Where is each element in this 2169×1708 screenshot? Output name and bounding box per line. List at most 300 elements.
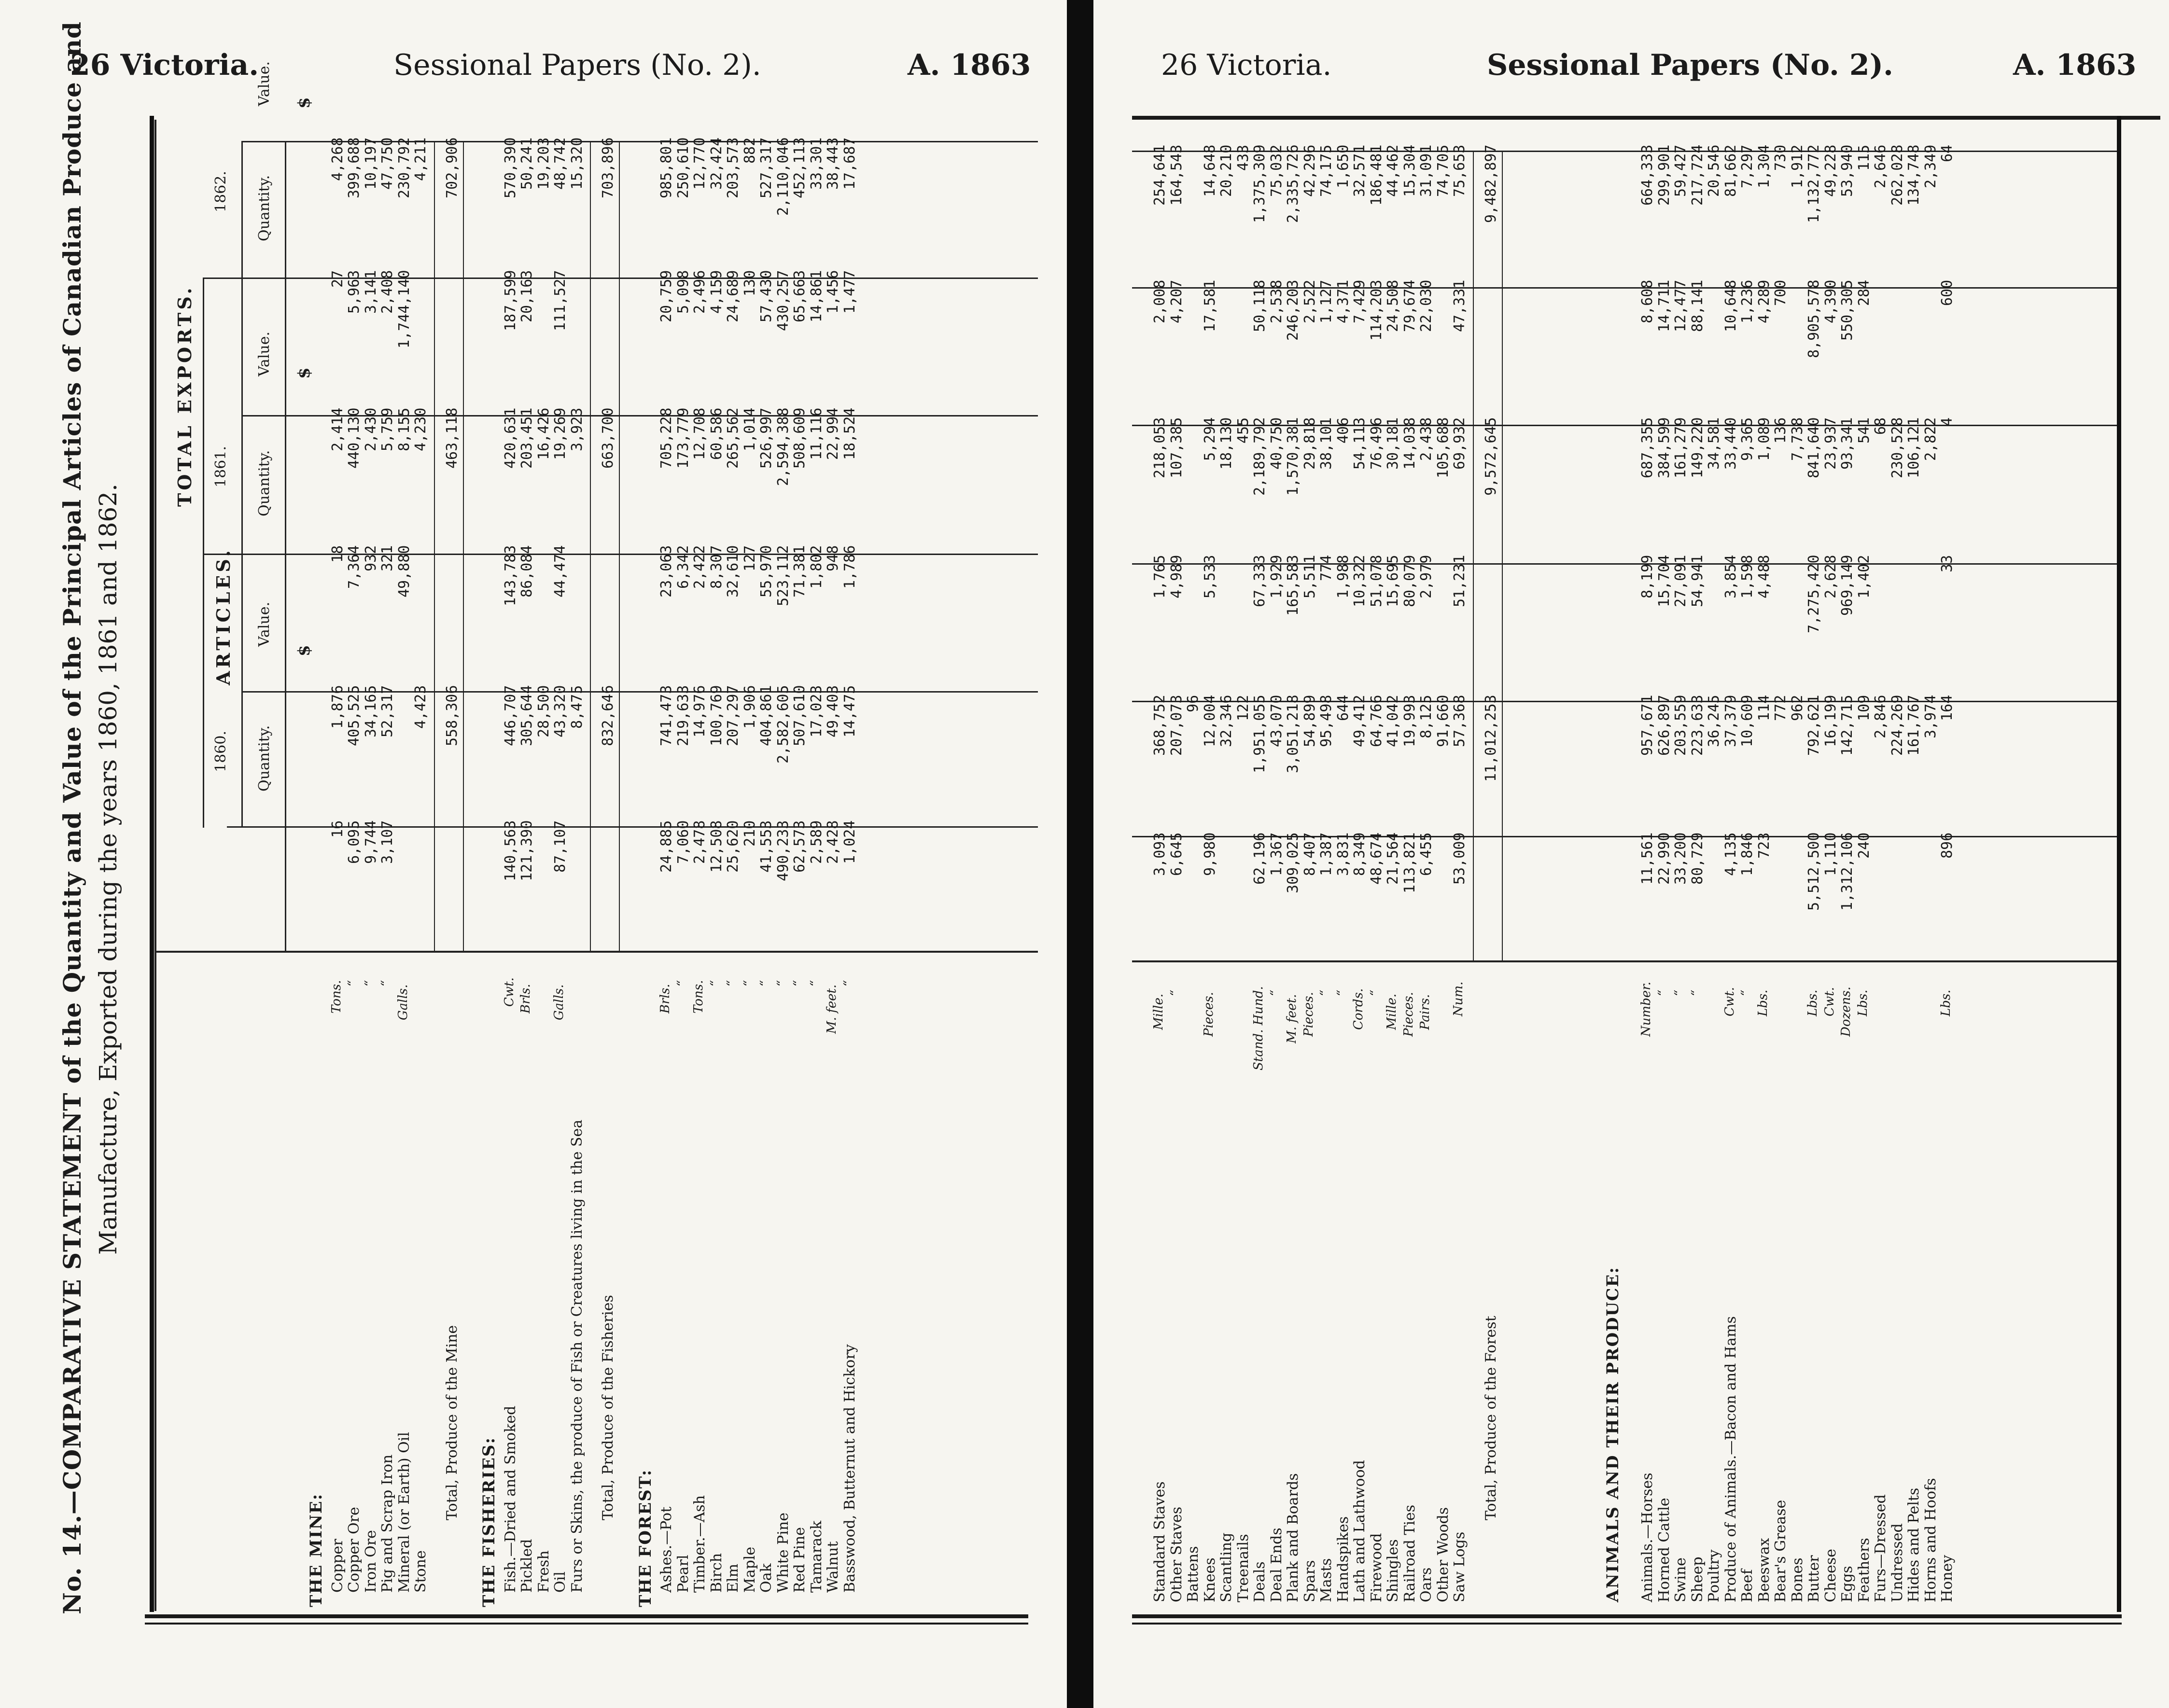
cell-v1860: 223,633 (1689, 694, 1706, 756)
cell-q1862: 246,203 (1285, 279, 1301, 341)
cell-q1862: 284 (1855, 279, 1873, 306)
cell-v1862: 2,349 (1922, 144, 1939, 188)
cell-v1862: 75,032 (1268, 144, 1285, 197)
cell-q1861: 23,063 (658, 545, 675, 597)
article-unit: “ (741, 980, 756, 986)
article-unit: Brls. (658, 984, 672, 1014)
cell-v1861: 9,365 (1739, 417, 1756, 461)
article-unit: “ (346, 980, 360, 986)
cell-v1862: 50,241 (518, 137, 535, 190)
article-unit: Pairs. (1418, 994, 1432, 1030)
page-gutter (1067, 0, 1093, 1708)
cell-v1862: 38,443 (825, 137, 841, 190)
cell-v1861: 29,818 (1301, 417, 1318, 470)
left-header-papers: Sessional Papers (No. 2). (393, 48, 761, 82)
article-unit: “ (774, 980, 789, 986)
cell-v1862: 59,427 (1672, 144, 1689, 197)
cell-v1860: 207,073 (1168, 694, 1185, 756)
article-name: Pearl (674, 1555, 692, 1593)
cell-q1861: 969,149 (1839, 555, 1856, 616)
cell-q1860: 9,980 (1201, 832, 1218, 876)
cell-q1862: 130 (741, 270, 758, 296)
article-unit: Pieces. (1401, 992, 1416, 1037)
cell-v1860: 54,899 (1301, 694, 1318, 747)
left-grid-1861-edge (203, 554, 1038, 555)
cell-v1861: 40,750 (1268, 417, 1285, 470)
cell-v1861: 23,937 (1822, 417, 1839, 470)
cell-v1861: 2,438 (1418, 417, 1435, 461)
cell-v1862: 14,648 (1201, 144, 1218, 197)
cell-q1862: 430,257 (774, 270, 792, 331)
article-unit: “ (1739, 989, 1753, 996)
article-unit: Dozens. (1839, 986, 1853, 1037)
cell-v1861: 161,279 (1672, 417, 1689, 478)
article-unit: Stand. Hund. (1251, 986, 1266, 1070)
cell-v1860: 17,023 (808, 685, 825, 737)
article-name: Treenails (1234, 1534, 1252, 1602)
article-name: Iron Ore (362, 1530, 379, 1593)
cell-v1860: 10,609 (1739, 694, 1756, 747)
cell-q1861: 3,854 (1722, 555, 1739, 598)
forest-total-v1861: 9,572,645 (1482, 417, 1499, 496)
cell-q1861: 1,988 (1334, 555, 1352, 598)
cell-q1861: 948 (825, 545, 841, 571)
cell-v1862: 570,390 (502, 137, 519, 198)
cell-q1860: 309,025 (1285, 832, 1301, 893)
article-unit: Cwt. (502, 977, 517, 1007)
cell-q1861: 86,084 (518, 545, 535, 597)
cell-q1860: 62,196 (1251, 832, 1268, 885)
article-name: Butter (1805, 1555, 1822, 1602)
article-name: Horned Cattle (1655, 1498, 1673, 1602)
cell-q1860: 490,233 (774, 820, 792, 881)
cell-q1860: 6,645 (1168, 832, 1185, 876)
cell-v1862: 2,335,726 (1285, 144, 1301, 223)
cell-v1862: 1,304 (1755, 144, 1773, 188)
cell-q1862: 7,429 (1351, 279, 1368, 323)
cell-v1860: 224,269 (1889, 694, 1906, 756)
left-header-year: A. 1863 (908, 48, 1031, 82)
section-heading-2: THE FOREST: (635, 1469, 655, 1607)
cell-v1860: 96 (1185, 694, 1202, 712)
cell-q1862: 88,141 (1689, 279, 1706, 332)
cell-v1862: 399,688 (346, 137, 363, 198)
article-unit: “ (1368, 989, 1383, 996)
article-name: Bones (1789, 1557, 1806, 1602)
cell-v1862: 115 (1855, 144, 1873, 171)
cell-q1862: 5,098 (674, 270, 692, 314)
article-name: Animals.—Horses (1639, 1472, 1656, 1602)
cell-v1861: 5,294 (1201, 417, 1218, 461)
cell-q1862: 20,759 (658, 270, 675, 322)
cell-v1862: 32,571 (1351, 144, 1368, 197)
cell-q1861: 8,199 (1639, 555, 1656, 598)
article-name: Basswood, Butternut and Hickory (841, 1344, 858, 1593)
cell-v1862: 134,748 (1905, 144, 1922, 206)
article-name: Swine (1672, 1557, 1689, 1602)
right-grid-articles-edge (1132, 960, 2117, 962)
article-unit: M. feet. (825, 984, 839, 1034)
cell-v1861: 230,528 (1889, 417, 1906, 478)
dollar-v1860: $ (294, 645, 314, 656)
cell-v1860: 36,245 (1706, 694, 1722, 747)
cell-v1860: 100,769 (708, 685, 725, 746)
cell-v1860: 114 (1755, 694, 1773, 721)
right-header-session: 26 Victoria. (1161, 48, 1332, 82)
cell-q1862: 1,127 (1318, 279, 1335, 323)
cell-v1861: 455 (1234, 417, 1252, 444)
cell-q1861: 321 (379, 545, 396, 571)
article-name: Poultry (1706, 1549, 1722, 1602)
cell-v1862: 20,546 (1706, 144, 1722, 197)
article-unit: Lbs. (1755, 989, 1770, 1016)
cell-q1862: 2,408 (379, 270, 396, 314)
cell-q1861: 5,533 (1201, 555, 1218, 598)
article-unit: Cords. (1351, 988, 1366, 1030)
cell-q1860: 87,107 (552, 820, 569, 873)
article-name: Lath and Lathwood (1351, 1460, 1368, 1602)
cell-v1862: 203,573 (725, 137, 742, 198)
cell-v1860: 2,582,605 (774, 685, 792, 764)
article-name: Deals (1251, 1561, 1268, 1602)
cell-v1860: 164 (1939, 694, 1956, 721)
cell-q1862: 14,711 (1655, 279, 1673, 332)
cell-q1861: 143,783 (502, 545, 519, 606)
left-grid-top (154, 120, 156, 1611)
cell-v1862: 985,801 (658, 137, 675, 198)
cell-v1862: 10,197 (362, 137, 379, 190)
cell-q1862: 1,456 (825, 270, 841, 314)
cell-q1862: 8,905,578 (1805, 279, 1822, 358)
cell-q1862: 24,689 (725, 270, 742, 322)
cell-v1860: 57,368 (1451, 694, 1468, 747)
cell-q1860: 121,390 (518, 820, 535, 881)
cell-v1861: 203,451 (518, 407, 535, 469)
articles-heading: ARTICLES. (212, 547, 234, 685)
cell-q1862: 700 (1772, 279, 1789, 306)
article-unit: “ (1334, 989, 1349, 996)
article-name: Undressed (1889, 1523, 1906, 1602)
cell-q1860: 4,135 (1722, 832, 1739, 876)
cell-q1860: 3,831 (1334, 832, 1352, 876)
cell-v1861: 526,997 (758, 407, 775, 469)
cell-v1862: 2,646 (1872, 144, 1889, 188)
article-name: Deal Ends (1268, 1527, 1285, 1602)
cell-v1860: 3,974 (1922, 694, 1939, 738)
article-name: Other Woods (1434, 1507, 1452, 1602)
cell-q1860: 33,200 (1672, 832, 1689, 885)
cell-v1860: 49,412 (1351, 694, 1368, 747)
total-v1860: 832,646 (600, 685, 616, 746)
cell-q1861: 27,091 (1672, 555, 1689, 607)
article-name: Battens (1185, 1546, 1202, 1602)
left-table-body (0, 0, 1067, 1708)
article-name: Scantling (1218, 1532, 1235, 1602)
article-name: Pig and Scrap Iron (379, 1454, 396, 1593)
article-unit: “ (841, 980, 856, 986)
cell-v1862: 1,912 (1789, 144, 1806, 188)
cell-q1861: 67,333 (1251, 555, 1268, 607)
cell-v1860: 741,473 (658, 685, 675, 746)
cell-q1862: 24,508 (1385, 279, 1401, 332)
cell-q1860: 2,478 (691, 820, 708, 864)
cell-v1861: 173,779 (674, 407, 692, 469)
dollar-v1861: $ (294, 367, 314, 379)
forest-total-v1860: 11,012,253 (1482, 694, 1499, 782)
cell-q1861: 10,322 (1351, 555, 1368, 607)
cell-v1861: 34,581 (1706, 417, 1722, 470)
cell-v1862: 433 (1234, 144, 1252, 171)
cell-v1860: 405,525 (346, 685, 363, 746)
article-unit: “ (674, 980, 689, 986)
article-unit: Cwt. (1722, 987, 1737, 1016)
cell-v1862: 2,110,046 (774, 137, 792, 216)
cell-q1862: 57,430 (758, 270, 775, 322)
cell-v1860: 37,379 (1722, 694, 1739, 747)
cell-q1860: 3,107 (379, 820, 396, 864)
cell-v1861: 76,496 (1368, 417, 1385, 470)
cell-v1862: 81,662 (1722, 144, 1739, 197)
cell-v1861: 93,341 (1839, 417, 1856, 470)
article-unit: Galls. (395, 984, 410, 1020)
cell-v1861: 2,414 (329, 407, 346, 451)
cell-q1862: 2,008 (1151, 279, 1168, 323)
total-v1862: 702,906 (443, 137, 461, 198)
article-name: Standard Staves (1151, 1481, 1168, 1602)
cell-v1861: 2,430 (362, 407, 379, 451)
cell-v1862: 15,304 (1401, 144, 1418, 197)
cell-v1861: 22,994 (825, 407, 841, 460)
article-name: Mineral (or Earth) Oil (395, 1432, 413, 1593)
cell-v1860: 4,423 (412, 685, 429, 729)
article-unit: “ (1268, 989, 1283, 996)
cell-v1861: 384,599 (1655, 417, 1673, 478)
cell-q1862: 4,159 (708, 270, 725, 314)
cell-v1860: 41,042 (1385, 694, 1401, 747)
cell-v1862: 32,424 (708, 137, 725, 190)
left-header-session: 26 Victoria. (70, 48, 259, 82)
cell-q1861: 51,231 (1451, 555, 1468, 607)
cell-q1860: 6,455 (1418, 832, 1435, 876)
article-name: Masts (1318, 1558, 1335, 1602)
cell-q1861: 8,307 (708, 545, 725, 589)
cell-q1860: 16 (329, 820, 346, 838)
article-name: White Pine (774, 1513, 792, 1593)
year-1862: 1862. (212, 171, 229, 212)
cell-v1862: 164,543 (1168, 144, 1185, 206)
cell-q1862: 79,674 (1401, 279, 1418, 332)
article-unit: “ (1318, 989, 1332, 996)
article-name: Oil (552, 1571, 569, 1593)
article-unit: “ (362, 980, 377, 986)
year-1861: 1861. (212, 446, 229, 487)
cell-q1862: 14,861 (808, 270, 825, 322)
cell-v1862: 74,175 (1318, 144, 1335, 197)
cell-q1862: 111,527 (552, 270, 569, 331)
cell-v1860: 28,500 (535, 685, 552, 737)
cell-v1861: 38,101 (1318, 417, 1335, 470)
cell-q1861: 523,112 (774, 545, 792, 606)
cell-q1861: 5,511 (1301, 555, 1318, 598)
article-unit: Lbs. (1939, 989, 1953, 1016)
cell-v1862: 730 (1772, 144, 1789, 171)
cell-q1860: 240 (1855, 832, 1873, 859)
article-name: Sheep (1689, 1556, 1706, 1602)
cell-q1861: 2,422 (691, 545, 708, 589)
cell-v1860: 507,610 (791, 685, 808, 746)
cell-q1860: 22,990 (1655, 832, 1673, 885)
cell-q1860: 12,508 (708, 820, 725, 873)
cell-q1860: 48,674 (1368, 832, 1385, 885)
forest-total-rule-a (1473, 151, 1474, 961)
article-unit: Lbs. (1855, 989, 1870, 1016)
cell-v1862: 31,091 (1418, 144, 1435, 197)
cell-v1861: 4,230 (412, 407, 429, 451)
article-name: Shingles (1385, 1539, 1401, 1602)
cell-q1862: 1,236 (1739, 279, 1756, 323)
article-name: Elm (725, 1564, 742, 1593)
cell-q1860: 21,564 (1385, 832, 1401, 885)
cell-q1861: 55,970 (758, 545, 775, 597)
article-name: Stone (412, 1550, 429, 1593)
cell-v1861: 11,116 (808, 407, 825, 460)
cell-v1860: 8,475 (568, 685, 586, 729)
cell-v1862: 882 (741, 137, 758, 164)
cell-q1862: 50,118 (1251, 279, 1268, 332)
cell-v1860: 2,846 (1872, 694, 1889, 738)
cell-v1861: 841,640 (1805, 417, 1822, 478)
cell-q1861: 44,474 (552, 545, 569, 597)
cell-q1860: 41,553 (758, 820, 775, 873)
article-unit: M. feet. (1285, 994, 1299, 1043)
section-total-label-1: Total, Produce of the Fisheries (600, 1295, 616, 1520)
cell-v1861: 54,113 (1351, 417, 1368, 470)
cell-q1861: 1,786 (841, 545, 858, 589)
article-name: Cheese (1822, 1549, 1839, 1602)
article-unit: Lbs. (1805, 989, 1820, 1016)
forest-total-label: Total, Produce of the Forest (1482, 1316, 1499, 1520)
article-unit: “ (708, 980, 723, 986)
cell-q1860: 7,060 (674, 820, 692, 864)
article-name: Furs or Skins, the produce of Fish or Creatures living in the Sea (568, 1119, 586, 1593)
total-rule-1 (590, 141, 591, 952)
total-v1862: 703,896 (600, 137, 616, 198)
cell-v1861: 149,220 (1689, 417, 1706, 478)
article-unit: Mille. (1151, 993, 1166, 1030)
year-1860: 1860. (212, 731, 229, 772)
cell-q1860: 723 (1755, 832, 1773, 859)
cell-v1860: 368,752 (1151, 694, 1168, 756)
cell-v1860: 305,644 (518, 685, 535, 746)
cell-v1862: 64 (1939, 144, 1956, 162)
cell-q1860: 25,620 (725, 820, 742, 873)
cell-q1860: 2,428 (825, 820, 841, 864)
cell-v1861: 18,130 (1218, 417, 1235, 470)
cell-v1860: 122 (1234, 694, 1252, 721)
cell-v1860: 203,559 (1672, 694, 1689, 756)
cell-q1861: 7,275,420 (1805, 555, 1822, 633)
cell-v1861: 4 (1939, 417, 1956, 426)
cell-v1862: 664,333 (1639, 144, 1656, 206)
article-name: Beeswax (1755, 1538, 1773, 1602)
cell-q1862: 600 (1939, 279, 1956, 306)
cell-v1860: 3,051,218 (1285, 694, 1301, 773)
cell-v1862: 254,641 (1151, 144, 1168, 206)
cell-q1862: 3,141 (362, 270, 379, 314)
cell-q1860: 80,729 (1689, 832, 1706, 885)
cell-q1862: 4,207 (1168, 279, 1185, 323)
article-unit: Mille. (1385, 993, 1399, 1030)
cell-v1860: 1,906 (741, 685, 758, 729)
article-name: Other Staves (1168, 1506, 1185, 1602)
cell-v1862: 4,211 (412, 137, 429, 181)
cell-q1862: 10,648 (1722, 279, 1739, 332)
article-unit: “ (791, 980, 806, 986)
cell-v1861: 60,586 (708, 407, 725, 460)
cell-q1861: 7,364 (346, 545, 363, 589)
cell-v1861: 1,014 (741, 407, 758, 451)
cell-v1861: 420,631 (502, 407, 519, 469)
cell-v1861: 687,355 (1639, 417, 1656, 478)
cell-v1862: 217,724 (1689, 144, 1706, 206)
cell-v1862: 1,650 (1334, 144, 1352, 188)
cell-q1860: 113,821 (1401, 832, 1418, 893)
cell-v1861: 30,181 (1385, 417, 1401, 470)
cell-q1862: 8,608 (1639, 279, 1656, 323)
cell-q1860: 1,024 (841, 820, 858, 864)
cell-q1861: 127 (741, 545, 758, 571)
cell-q1860: 140,563 (502, 820, 519, 881)
cell-v1861: 440,130 (346, 407, 363, 469)
article-unit: Pieces. (1301, 992, 1316, 1037)
article-unit: Galls. (552, 984, 566, 1020)
right-header-year: A. 1863 (2013, 48, 2137, 82)
cell-v1861: 8,155 (395, 407, 413, 451)
col-quantity-1860: Quantity. (256, 725, 273, 792)
article-unit: “ (379, 980, 393, 986)
left-grid-articles-edge (154, 951, 1038, 953)
article-name: Feathers (1855, 1538, 1873, 1602)
cell-v1862: 186,481 (1368, 144, 1385, 206)
right-table-body (1093, 0, 2169, 1708)
cell-v1860: 1,876 (329, 685, 346, 729)
cell-v1860: 1,951,055 (1251, 694, 1268, 773)
cell-q1861: 15,704 (1655, 555, 1673, 607)
article-name: Timber.—Ash (691, 1495, 708, 1593)
cell-q1860: 896 (1939, 832, 1956, 859)
cell-v1862: 250,610 (674, 137, 692, 198)
cell-v1862: 1,132,772 (1805, 144, 1822, 223)
cell-v1862: 48,742 (552, 137, 569, 190)
cell-q1861: 49,880 (395, 545, 413, 597)
cell-v1862: 20,210 (1218, 144, 1235, 197)
title-line-2: Manufacture, Exported during the years 1860, 1861 and 1862. (94, 484, 122, 1255)
article-unit: Num. (1451, 981, 1466, 1016)
cell-q1860: 1,846 (1739, 832, 1756, 876)
dollar-v1862: $ (294, 97, 314, 109)
article-name: Plank and Boards (1285, 1473, 1301, 1602)
cell-q1862: 5,963 (346, 270, 363, 314)
cell-v1861: 2,594,388 (774, 407, 792, 486)
article-name: Birch (708, 1553, 725, 1593)
article-unit: Tons. (329, 980, 344, 1014)
left-grid-heads (285, 141, 286, 952)
cell-q1861: 1,765 (1151, 555, 1168, 598)
cell-v1860: 32,346 (1218, 694, 1235, 747)
cell-v1860: 207,297 (725, 685, 742, 746)
article-name: Copper (329, 1539, 346, 1593)
cell-v1861: 1,089 (1755, 417, 1773, 461)
